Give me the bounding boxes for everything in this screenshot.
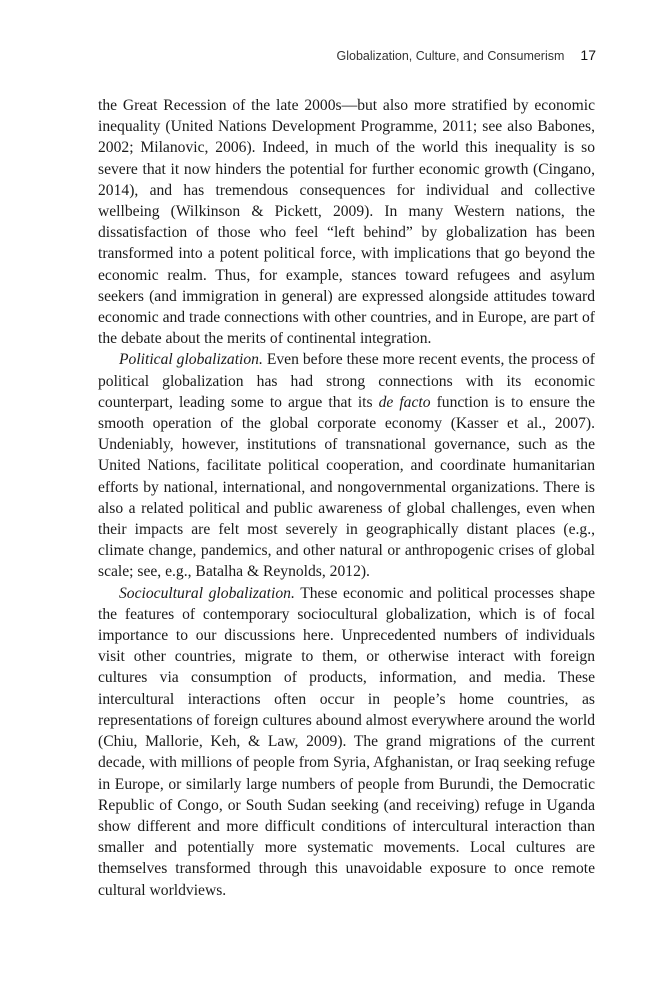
paragraph-text: Even before these more recent events, the process of political globalization has had strong connections with its economic counterpart, leading some to argue that its <box>98 351 595 411</box>
body-text <box>98 95 595 901</box>
running-title: Globalization, Culture, and Consumerism <box>336 49 565 63</box>
paragraph-text: the Great Recession of the late 2000s—but also more stratified by economic inequality (United Nations Development Programme, 2011; see also Babones, 2002; Milanovic, 2006). Indeed, in much of the world this inequality is so severe that it now hinders the potential for further economic growth (Cingano, 2014), and has tremendous consequences for individual and collective wellbeing (Wilkinson & Pickett, 2009). In many Western nations, the dissatisfaction of those who feel “left behind” by globalization has been transformed into a potent political force, with implications that go beyond the economic realm. Thus, for example, stances toward refugees and asylum seekers (and immigration in general) are expressed alongside attitudes toward economic and trade connections with other countries, and in Europe, are part of the debate about the merits of continental integration. <box>98 97 595 348</box>
paragraph-political-globalization <box>98 349 595 582</box>
paragraph-continuation <box>98 95 595 349</box>
paragraph-text: function is to ensure the smooth operation of the global corporate economy (Kasser et al., 2007). Undeniably, however, institutions of transnational governance, such as the United Nations, facilitate political cooperation, and coordinate humanitarian efforts by national, international, and nongovernmental organizations. There is also a related political and public awareness of global challenges, even when their impacts are felt most severely in geographically distant places (e.g., climate change, pandemics, and other natural or anthropogenic crises of global scale; see, e.g., Batalha & Reynolds, 2012). <box>98 393 595 581</box>
section-run-in-heading: Political globalization. <box>119 351 263 369</box>
paragraph-sociocultural-globalization <box>98 583 595 901</box>
page-number: 17 <box>580 47 596 63</box>
running-header <box>337 47 596 63</box>
paragraph-text: These economic and political processes shape the features of contemporary sociocultural globalization, which is of focal importance to our discussions here. Unprecedented numbers of individuals visit other countries, migrate to them, or otherwise interact with foreign cultures via consumption of products, information, and media. These intercultural interactions often occur in people’s home countries, as representations of foreign cultures abound almost everywhere around the world (Chiu, Mallorie, Keh, & Law, 2009). The grand migrations of the current decade, with millions of people from Syria, Afghanistan, or Iraq seeking refuge in Europe, or similarly large numbers of people from Burundi, the Democratic Republic of Congo, or South Sudan seeking (and receiving) refuge in Uganda show different and more difficult conditions of intercultural interaction than smaller and potentially more systematic movements. Local cultures are themselves transformed through this unavoidable exposure to once remote cultural worldviews. <box>98 584 595 899</box>
inline-italic-term: de facto <box>378 393 431 411</box>
section-run-in-heading: Sociocultural globalization. <box>119 584 295 602</box>
